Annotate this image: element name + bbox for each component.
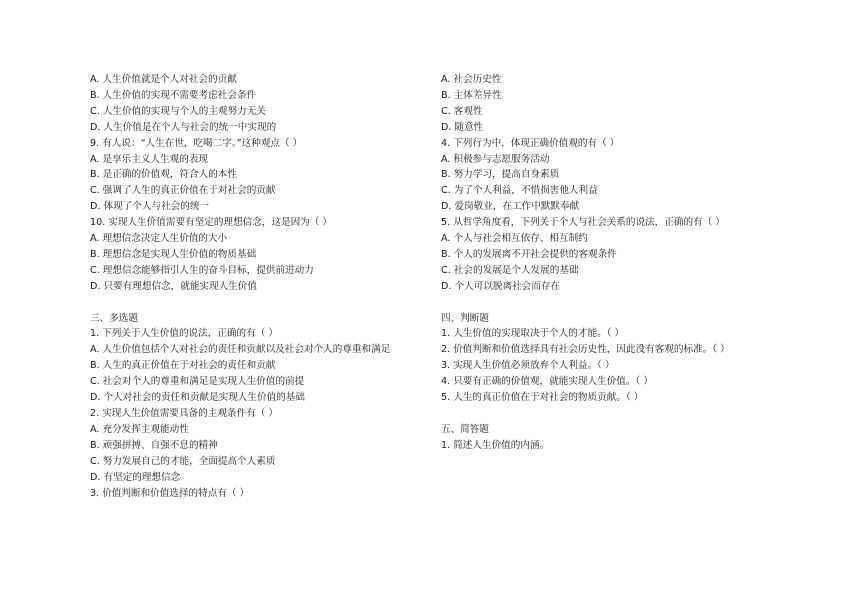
- section-5-lines: [441, 438, 781, 454]
- option-line: A. 理想信念决定人生价值的大小: [90, 233, 228, 245]
- option-line: B. 顽强拼搏、自强不息的精神: [90, 439, 218, 451]
- option-line: B. 理想信念是实现人生价值的物质基础: [90, 248, 257, 260]
- option-line: C. 理想信念能够指引人生的奋斗目标，提供前进动力: [90, 264, 314, 276]
- option-line: D. 只要有理想信念，就能实现人生价值: [90, 280, 257, 292]
- option-line: C. 客观性: [441, 105, 483, 117]
- option-line: D. 有坚定的理想信念: [90, 471, 181, 483]
- section-2-tail: [90, 72, 430, 295]
- option-line: A. 是享乐主义人生观的表现: [90, 153, 209, 165]
- option-line: D. 爱岗敬业，在工作中默默奉献: [441, 201, 580, 213]
- left-column: [90, 72, 430, 501]
- section-4-lines: [441, 326, 781, 406]
- option-line: D. 个人可以脱离社会而存在: [441, 280, 561, 292]
- spacer: [441, 406, 781, 422]
- option-line: A. 积极参与志愿服务活动: [441, 153, 550, 165]
- question-line: 9. 有人说：“人生在世，吃喝二字。”这种观点（ ）: [90, 137, 303, 149]
- spacer: [441, 295, 781, 311]
- section-title-true-false: 四、判断题: [441, 312, 489, 324]
- option-line: C. 为了个人利益，不惜损害他人利益: [441, 185, 598, 197]
- option-line: A. 人生价值包括个人对社会的责任和贡献以及社会对个人的尊重和满足: [90, 344, 391, 356]
- option-line: B. 人生的真正价值在于对社会的责任和贡献: [90, 360, 276, 372]
- question-line: 1. 人生价值的实现取决于个人的才能。（ ）: [441, 328, 625, 340]
- section-3-continued: [441, 72, 781, 295]
- option-line: A. 社会历史性: [441, 74, 502, 85]
- question-line: 4. 下列行为中，体现正确价值观的有（ ）: [441, 137, 620, 149]
- question-line: 1. 简述人生价值的内涵。: [441, 439, 550, 451]
- option-line: C. 强调了人生的真正价值在于对社会的贡献: [90, 185, 276, 197]
- question-line: 5. 从哲学角度看，下列关于个人与社会关系的说法，正确的有（ ）: [441, 217, 725, 229]
- option-line: B. 个人的发展离不开社会提供的客观条件: [441, 248, 617, 260]
- spacer: [90, 295, 430, 311]
- question-line: 3. 价值判断和价值选择的特点有（ ）: [90, 487, 250, 499]
- option-line: D. 随意性: [441, 121, 484, 133]
- section-title-short-answer: 五、简答题: [441, 423, 489, 435]
- option-line: B. 主体差异性: [441, 89, 502, 101]
- option-line: D. 体现了个人与社会的统一: [90, 201, 210, 213]
- question-line: 2. 实现人生价值需要具备的主观条件有（ ）: [90, 408, 278, 420]
- question-line: 4. 只要有正确的价值观，就能实现人生价值。（ ）: [441, 376, 653, 388]
- option-line: D. 个人对社会的责任和贡献是实现人生价值的基础: [90, 392, 305, 404]
- option-line: B. 努力学习，提高自身素质: [441, 169, 560, 181]
- option-line: A. 个人与社会相互依存、相互制约: [441, 233, 588, 245]
- question-line: 10. 实现人生价值需要有坚定的理想信念，这是因为（ ）: [90, 217, 333, 229]
- question-line: 3. 实现人生价值必须放弃个人利益。（ ）: [441, 360, 615, 372]
- question-line: 5. 人生的真正价值在于对社会的物质贡献。（ ）: [441, 392, 644, 404]
- option-line: B. 人生价值的实现不需要考虑社会条件: [90, 89, 257, 101]
- option-line: C. 努力发展自己的才能，全面提高个人素质: [90, 455, 276, 467]
- question-line: 1. 下列关于人生价值的说法，正确的有（ ）: [90, 328, 278, 340]
- option-line: A. 充分发挥主观能动性: [90, 423, 189, 435]
- option-line: C. 社会对个人的尊重和满足是实现人生价值的前提: [90, 376, 305, 388]
- right-column: [441, 72, 781, 454]
- section-3-lines: [90, 326, 430, 501]
- option-line: D. 人生价值是在个人与社会的统一中实现的: [90, 121, 277, 133]
- option-line: C. 社会的发展是个人发展的基础: [441, 264, 579, 276]
- option-line: C. 人生价值的实现与个人的主观努力无关: [90, 105, 266, 117]
- question-line: 2. 价值判断和价值选择具有社会历史性，因此没有客观的标准。（ ）: [441, 344, 730, 356]
- option-line: A. 人生价值就是个人对社会的贡献: [90, 74, 237, 85]
- option-line: B. 是正确的价值观，符合人的本性: [90, 169, 237, 181]
- section-title-multiple-choice: 三、多选题: [90, 312, 138, 324]
